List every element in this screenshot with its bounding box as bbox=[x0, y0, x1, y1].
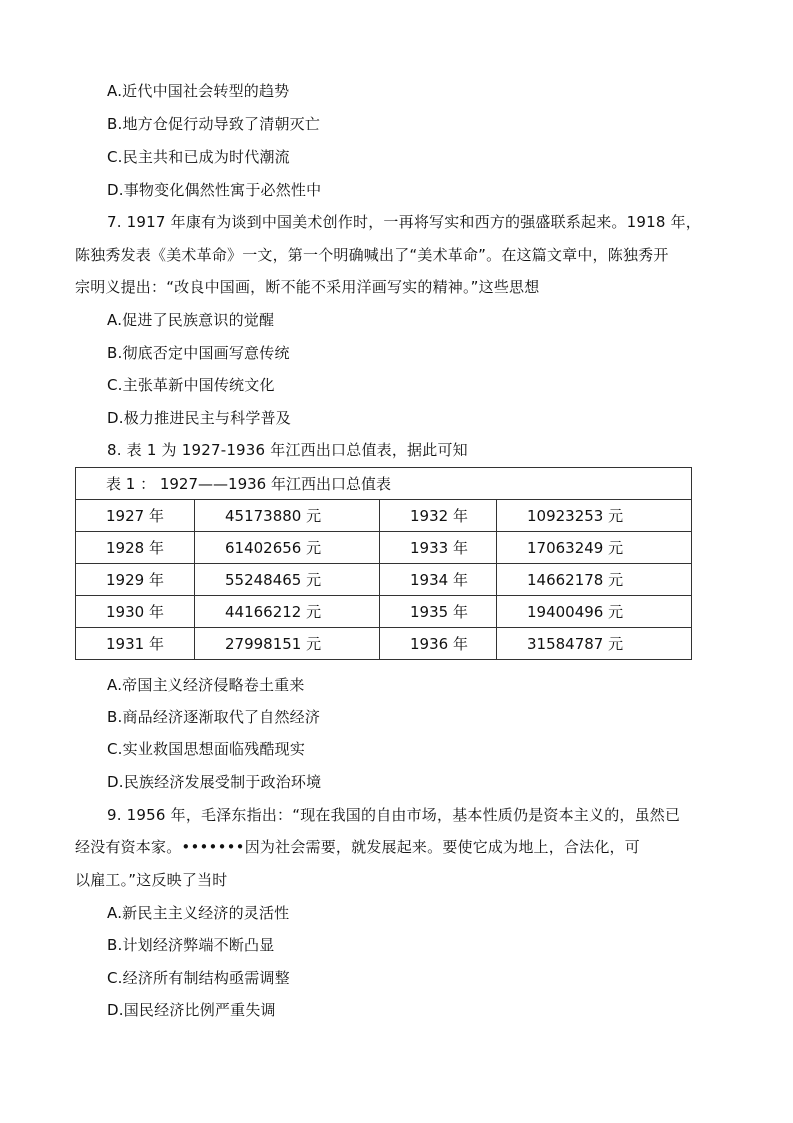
q9-stem-line-1: 9. 1956 年，毛泽东指出：“现在我国的自由市场，基本性质仍是资本主义的，虽然已 bbox=[107, 806, 681, 824]
table-cell-value: 27998151 元 bbox=[195, 628, 380, 660]
table-caption: 表 1 ： 1927——1936 年江西出口总值表 bbox=[76, 468, 692, 500]
q6-option-c: C.民主共和已成为时代潮流 bbox=[107, 148, 290, 166]
table-cell-value: 45173880 元 bbox=[195, 500, 380, 532]
table-cell-value: 17063249 元 bbox=[497, 532, 692, 564]
q9-option-a: A.新民主主义经济的灵活性 bbox=[107, 904, 290, 922]
q8-option-b: B.商品经济逐渐取代了自然经济 bbox=[107, 708, 321, 726]
q9-option-d: D.国民经济比例严重失调 bbox=[107, 1001, 276, 1019]
table-cell-value: 44166212 元 bbox=[195, 596, 380, 628]
q6-option-b: B.地方仓促行动导致了清朝灭亡 bbox=[107, 115, 321, 133]
table-cell-year: 1935 年 bbox=[380, 596, 497, 628]
table-cell-year: 1932 年 bbox=[380, 500, 497, 532]
q8-option-c: C.实业救国思想面临残酷现实 bbox=[107, 740, 306, 758]
table-row bbox=[76, 564, 692, 596]
table-cell-year: 1931 年 bbox=[76, 628, 195, 660]
table-cell-value: 55248465 元 bbox=[195, 564, 380, 596]
table-cell-value: 31584787 元 bbox=[497, 628, 692, 660]
table-cell-year: 1927 年 bbox=[76, 500, 195, 532]
q7-option-d: D.极力推进民主与科学普及 bbox=[107, 409, 291, 427]
table-cell-value: 61402656 元 bbox=[195, 532, 380, 564]
q7-stem-line-2: 陈独秀发表《美术革命》一文，第一个明确喊出了“美术革命”。在这篇文章中，陈独秀开 bbox=[75, 246, 669, 264]
export-value-table bbox=[75, 467, 692, 660]
table-cell-year: 1933 年 bbox=[380, 532, 497, 564]
table-row bbox=[76, 532, 692, 564]
table-cell-year: 1930 年 bbox=[76, 596, 195, 628]
q8-option-a: A.帝国主义经济侵略卷土重来 bbox=[107, 676, 305, 694]
q6-option-a: A.近代中国社会转型的趋势 bbox=[107, 82, 290, 100]
q7-option-c: C.主张革新中国传统文化 bbox=[107, 376, 275, 394]
table-cell-year: 1929 年 bbox=[76, 564, 195, 596]
table-cell-year: 1928 年 bbox=[76, 532, 195, 564]
q6-option-d: D.事物变化偶然性寓于必然性中 bbox=[107, 181, 322, 199]
q7-stem-line-3: 宗明义提出：“改良中国画，断不能不采用洋画写实的精神。”这些思想 bbox=[75, 278, 540, 296]
table-cell-year: 1936 年 bbox=[380, 628, 497, 660]
table-cell-year: 1934 年 bbox=[380, 564, 497, 596]
q7-stem-line-1: 7. 1917 年康有为谈到中国美术创作时，一再将写实和西方的强盛联系起来。1918 年， bbox=[107, 213, 701, 231]
table-row bbox=[76, 596, 692, 628]
table-cell-value: 14662178 元 bbox=[497, 564, 692, 596]
q8-option-d: D.民族经济发展受制于政治环境 bbox=[107, 773, 322, 791]
q7-option-a: A.促进了民族意识的觉醒 bbox=[107, 311, 275, 329]
table-caption-row bbox=[76, 468, 692, 500]
q9-stem-line-3: 以雇工。”这反映了当时 bbox=[75, 871, 228, 889]
table-cell-value: 10923253 元 bbox=[497, 500, 692, 532]
q9-option-c: C.经济所有制结构亟需调整 bbox=[107, 969, 290, 987]
q9-stem-line-2: 经没有资本家。•••••••因为社会需要，就发展起来。要使它成为地上，合法化，可 bbox=[75, 838, 640, 856]
q7-option-b: B.彻底否定中国画写意传统 bbox=[107, 344, 290, 362]
q9-option-b: B.计划经济弊端不断凸显 bbox=[107, 936, 275, 954]
q8-stem: 8. 表 1 为 1927-1936 年江西出口总值表，据此可知 bbox=[107, 441, 468, 459]
table-row bbox=[76, 628, 692, 660]
table-row bbox=[76, 500, 692, 532]
table-cell-value: 19400496 元 bbox=[497, 596, 692, 628]
